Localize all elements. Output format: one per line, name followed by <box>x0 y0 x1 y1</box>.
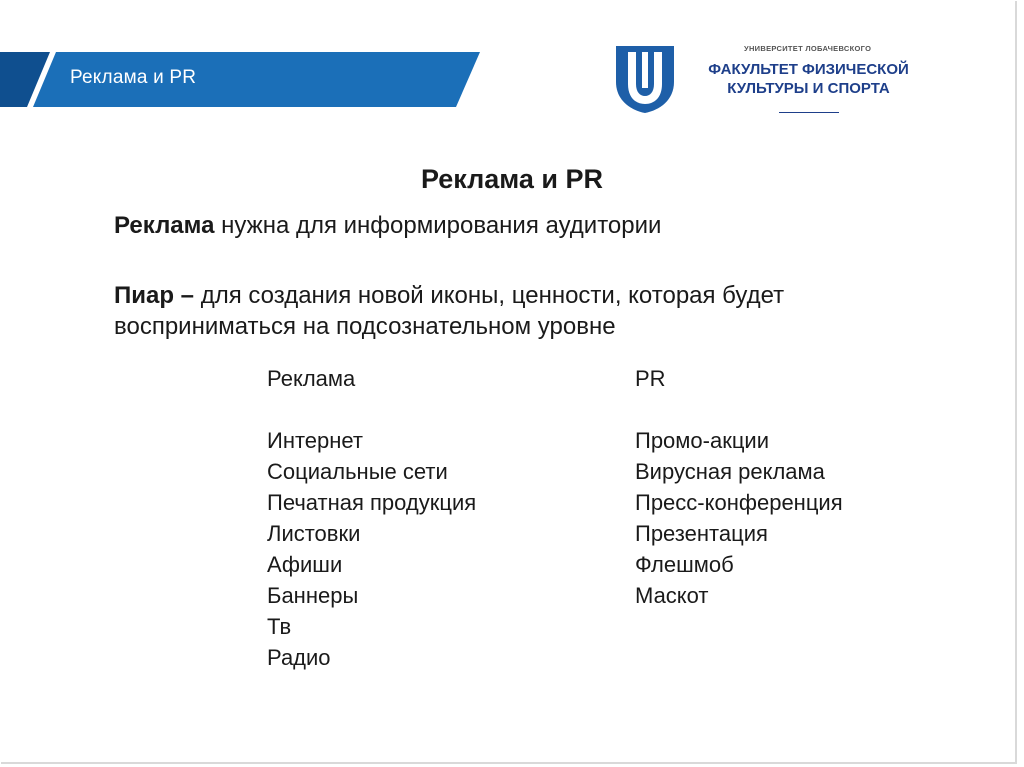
list-item: Презентация <box>635 521 768 546</box>
list-item: Маскот <box>635 583 709 608</box>
list-item: Вирусная реклама <box>635 459 825 484</box>
pr-column-heading: PR <box>635 366 666 391</box>
list-item: Флешмоб <box>635 552 734 577</box>
advertising-column <box>267 363 476 673</box>
list-item: Промо-акции <box>635 428 770 453</box>
logo-underline <box>779 112 839 113</box>
pr-term: Пиар – <box>114 282 195 309</box>
faculty-line-2: КУЛЬТУРЫ И СПОРТА <box>727 80 890 97</box>
header-title: Реклама и PR <box>70 67 197 88</box>
pr-definition <box>114 280 894 342</box>
list-item: Листовки <box>267 521 361 546</box>
list-item: Печатная продукция <box>267 490 477 515</box>
university-name: УНИВЕРСИТЕТ ЛОБАЧЕВСКОГО <box>744 44 872 53</box>
advertising-column-heading: Реклама <box>267 366 356 391</box>
unn-shield-icon <box>614 42 676 114</box>
faculty-logo <box>614 42 914 122</box>
pr-description: для создания новой иконы, ценности, которая будет восприниматься на подсознательном уровне <box>114 282 785 340</box>
list-item: Социальные сети <box>267 459 448 484</box>
list-item: Баннеры <box>267 583 359 608</box>
advertising-term: Реклама <box>114 212 215 239</box>
list-item: Афиши <box>267 552 343 577</box>
list-item: Интернет <box>267 428 363 453</box>
list-item: Тв <box>267 614 292 639</box>
list-item: Радио <box>267 645 331 670</box>
faculty-line-1: ФАКУЛЬТЕТ ФИЗИЧЕСКОЙ <box>708 61 909 78</box>
slide-title: Реклама и PR <box>420 164 604 194</box>
advertising-definition <box>114 210 894 241</box>
list-item: Пресс-конференция <box>635 490 843 515</box>
advertising-list <box>267 425 476 673</box>
pr-list <box>635 425 843 611</box>
pr-column <box>635 363 843 611</box>
advertising-description: нужна для информирования аудитории <box>214 212 662 239</box>
faculty-name <box>696 60 921 98</box>
